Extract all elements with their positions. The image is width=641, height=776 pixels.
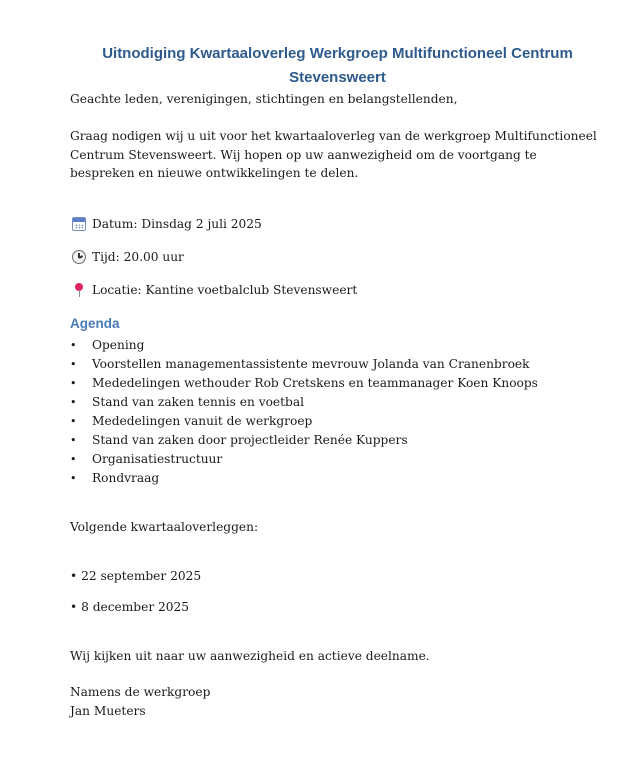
agenda-item: • Stand van zaken tennis en voetbal <box>70 393 538 412</box>
bullet-icon: • <box>70 415 77 428</box>
time-line <box>72 248 184 266</box>
bullet-icon: • <box>70 339 77 352</box>
agenda-item: • Mededelingen wethouder Rob Cretskens en teammanager Koen Knoops <box>70 374 538 393</box>
next-meeting-date: • 22 september 2025 <box>70 569 202 583</box>
date-text: Datum: Dinsdag 2 juli 2025 <box>92 217 262 231</box>
document-title: Uitnodiging Kwartaaloverleg Werkgroep Multifunctioneel Centrum Stevensweert <box>102 45 573 86</box>
agenda-item: • Organisatiestructuur <box>70 450 538 469</box>
agenda-heading: Agenda <box>70 316 120 331</box>
calendar-icon <box>72 217 86 231</box>
location-line <box>72 281 357 299</box>
signoff <box>70 683 600 720</box>
agenda-item: • Stand van zaken door projectleider Renée Kuppers <box>70 431 538 450</box>
closing-sentence: Wij kijken uit naar uw aanwezigheid en actieve deelname. <box>70 649 430 663</box>
bullet-icon: • <box>70 377 77 390</box>
agenda-item: • Mededelingen vanuit de werkgroep <box>70 412 538 431</box>
pin-icon <box>72 283 86 297</box>
date-line <box>72 215 262 233</box>
agenda-item: • Opening <box>70 336 538 355</box>
agenda-list <box>70 336 538 488</box>
signature-name: Jan Mueters <box>70 703 146 718</box>
next-meetings-label: Volgende kwartaaloverleggen: <box>70 520 259 534</box>
intro-paragraph: Graag nodigen wij u uit voor het kwartaaloverleg van de werkgroep Multifunctioneel Centrum Stevensweert. Wij hopen op uw aanwezigheid om de voortgang te bespreken en nieuwe ontwikkelingen te delen. <box>70 129 597 181</box>
bullet-icon: • <box>70 396 77 409</box>
bullet-icon: • <box>70 453 77 466</box>
bullet-icon: • <box>70 358 77 371</box>
bullet-icon: • <box>70 472 77 485</box>
agenda-item: • Voorstellen managementassistente mevrouw Jolanda van Cranenbroek <box>70 355 538 374</box>
bullet-icon: • <box>70 434 77 447</box>
next-meeting-date: • 8 december 2025 <box>70 600 190 614</box>
signoff-line: Namens de werkgroep <box>70 685 211 699</box>
greeting: Geachte leden, verenigingen, stichtingen en belangstellenden, <box>70 92 458 106</box>
agenda-item: • Rondvraag <box>70 469 538 488</box>
location-text: Locatie: Kantine voetbalclub Stevensweert <box>92 283 358 297</box>
time-text: Tijd: 20.00 uur <box>92 250 184 264</box>
clock-icon <box>72 250 86 264</box>
